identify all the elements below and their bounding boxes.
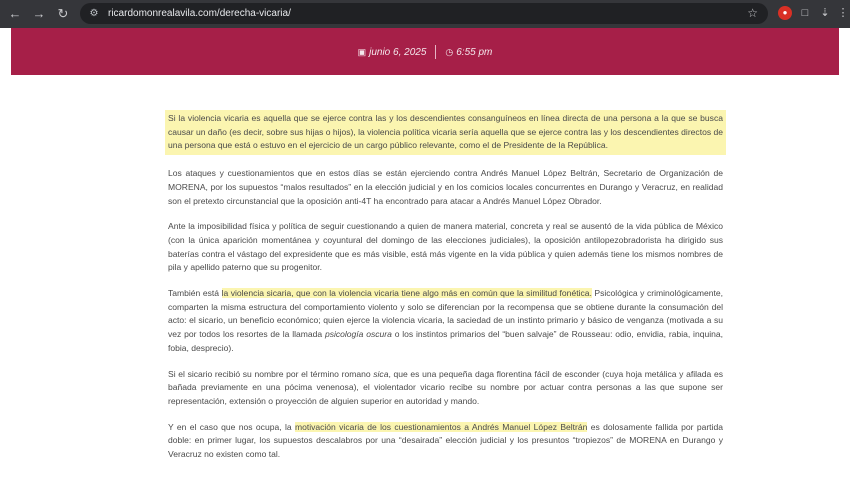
- p4-text-b: Psicológica y criminológicamente, comparten la misma estructura del comportamiento violento y solo se diferencian por la recompensa que se obtiene durante la consumación del acto: el sicario, un beneficio económico; quien ejerce la violencia vicaria, la saciedad de un instinto primario y básico de venganza (motivada a su vez por todos los resortes de la llamada: [168, 288, 723, 340]
- article-body: [168, 110, 723, 474]
- post-time[interactable]: 6:55 pm: [456, 46, 493, 58]
- extensions-puzzle-icon[interactable]: □: [801, 7, 809, 19]
- p4-emphasis: psicología oscura: [324, 329, 392, 340]
- menu-icon[interactable]: ⋮: [837, 7, 849, 19]
- url-text: ricardomonrealavila.com/derecha-vicaria/: [108, 8, 291, 19]
- p5-text-b: , que es una pequeña daga florentina fácil de esconder (cuya hoja metálica y afilada es bañada previamente en una pócima venenosa), el violentador vicario recibe su nombre por actuar contra personas a las que supone ser representación, extensión o proyección de alguien superior en autoridad y mando.: [168, 368, 723, 406]
- p5-emphasis: sica: [373, 368, 389, 379]
- arrow-right-icon[interactable]: →: [32, 6, 46, 21]
- post-header-banner: [11, 28, 839, 75]
- p6-highlight: motivación vicaria de los cuestionamientos a Andrés Manuel López Beltrán: [294, 421, 588, 432]
- reload-icon[interactable]: ↻: [57, 6, 69, 21]
- post-meta: [11, 45, 839, 59]
- address-bar[interactable]: [80, 3, 768, 24]
- p6-text-a: Y en el caso que nos ocupa, la: [168, 421, 295, 432]
- paragraph-1: Si la violencia vicaria es aquella que se ejerce contra las y los descendientes consanguíneos en línea directa de una persona a la que se busca causar un daño (es decir, sobre sus hijas o hijos), la violencia política vicaria sería aquella que se ejerce contra las y los descendientes directos de una persona que está o estuvo en el ejercicio de un cargo público relevante, como el de Presidente de la República.: [165, 110, 726, 155]
- clock-icon: ◷: [445, 46, 454, 57]
- paragraph-2: Los ataques y cuestionamientos que en estos días se están ejerciendo contra Andrés Manuel López Beltrán, Secretario de Organización de MORENA, por los supuestos “malos resultados” en la elección judicial y en los comicios locales concurrentes en Durango y Veracruz, en realidad son el pretexto circunstancial que la oposición anti-4T ha encontrado para atacar a Andrés Manuel López Obrador.: [168, 168, 723, 206]
- calendar-icon: ▣: [357, 46, 367, 57]
- arrow-left-icon[interactable]: ←: [8, 6, 22, 21]
- p6-text-b: es dolosamente fallida por partida doble: en primer lugar, los supuestos descalabros por una “desairada” elección judicial y los presuntos “tropiezos” de MORENA en Durango y Veracruz no existen como tal.: [168, 421, 723, 460]
- p4-highlight: la violencia sicaria, que con la violencia vicaria tiene algo más en común que la similitud fonética.: [221, 288, 592, 299]
- paragraph-6: [168, 421, 723, 462]
- extension-record-icon[interactable]: ●: [778, 6, 792, 20]
- paragraph-3: Ante la imposibilidad física y política de seguir cuestionando a quien de manera material, concreta y real se ausentó de la vida pública de México (con la única aparición momentánea y coyuntural del domingo de las elecciones judiciales), la oposición antilopezobradorista ha dirigido sus baterías contra el vástago del expresidente que es más visible, está más vigente en la vida pública y quien además tiene los mismos nombres de pila y apellido paterno que su progenitor.: [168, 221, 723, 273]
- site-info-icon[interactable]: ⚙: [89, 7, 99, 19]
- p4-text-a: También está: [168, 288, 222, 299]
- browser-toolbar: [0, 0, 850, 28]
- paragraph-5: [168, 368, 723, 409]
- bookmark-star-icon[interactable]: ☆: [747, 6, 758, 20]
- paragraph-4: [168, 287, 723, 356]
- p5-text-a: Si el sicario recibió su nombre por el término romano: [168, 368, 374, 379]
- p4-text-c: o los instintos primarios del “buen salvaje” de Rousseau: odio, envidia, rabia, inquina, fobia, desprecio).: [168, 329, 723, 353]
- meta-divider: [435, 45, 436, 59]
- downloads-icon[interactable]: ⇣: [820, 7, 830, 19]
- post-date[interactable]: junio 6, 2025: [369, 46, 427, 58]
